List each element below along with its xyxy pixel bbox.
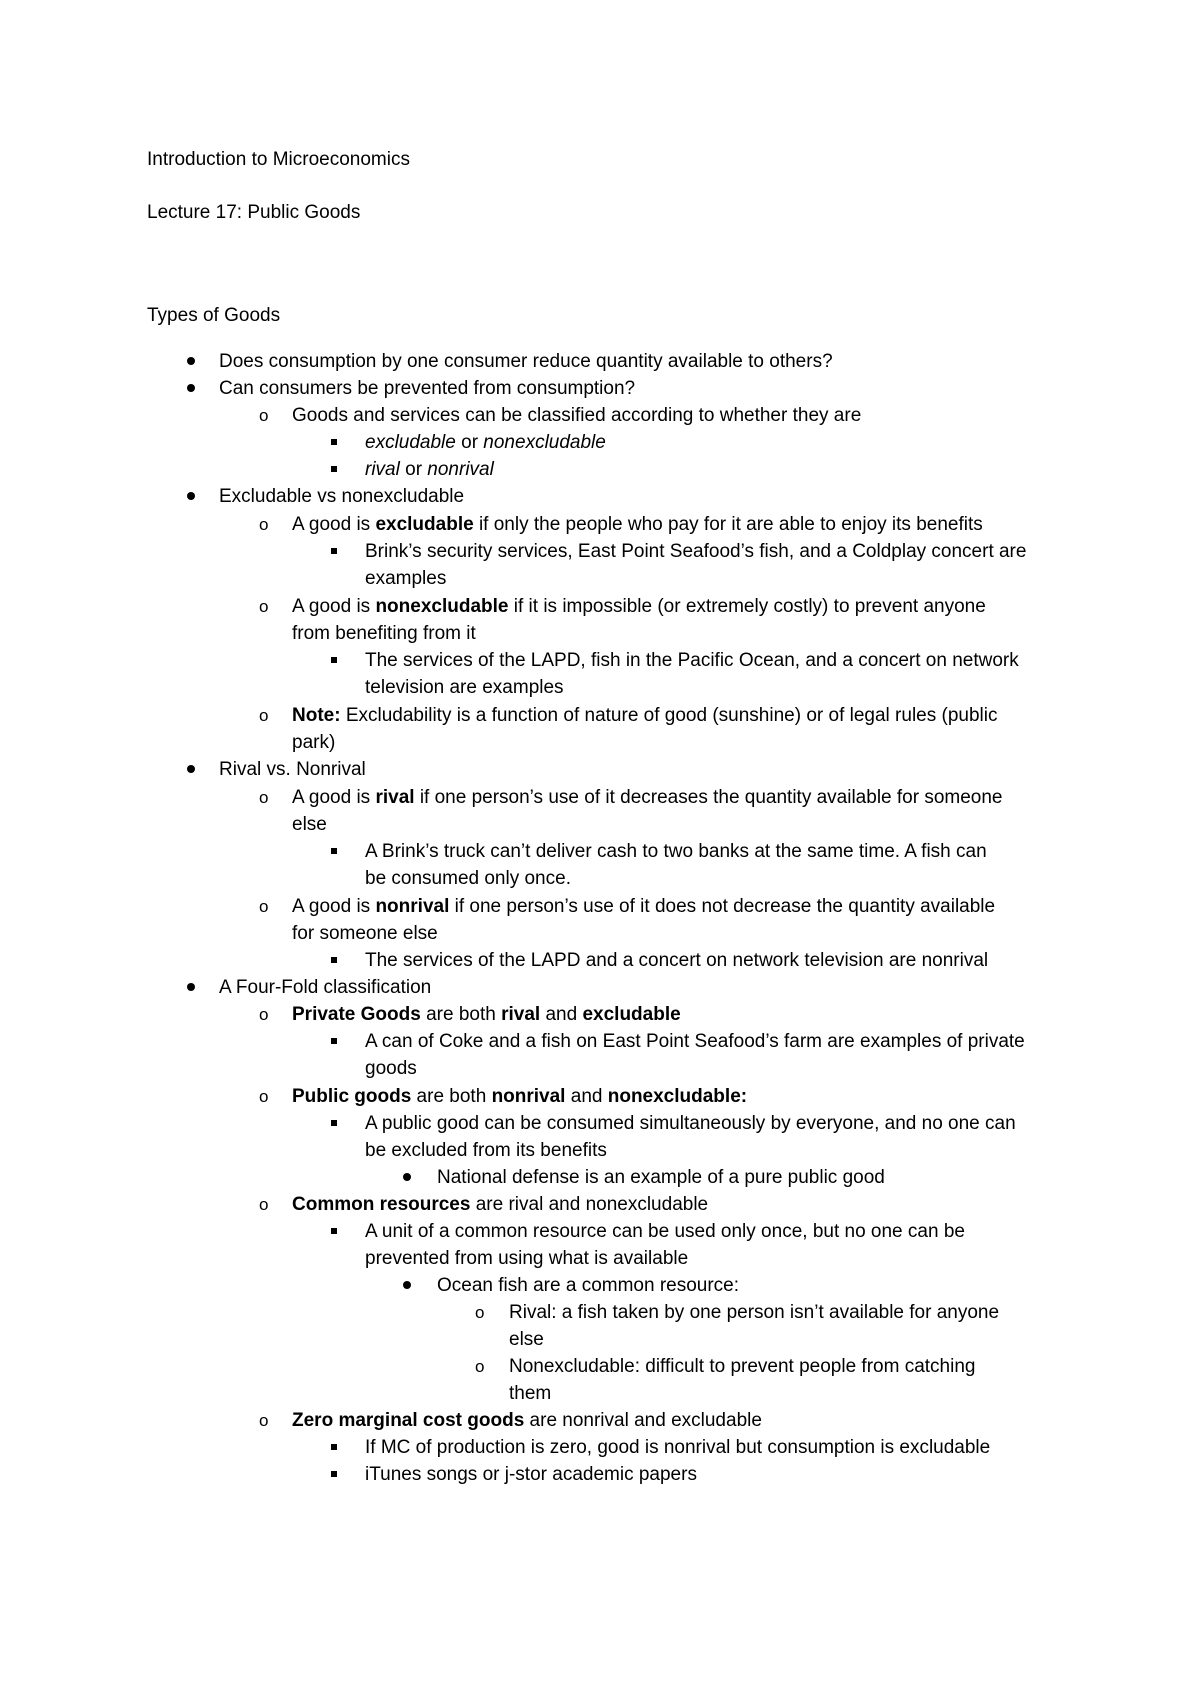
square-bullet-icon (331, 657, 337, 663)
term-excludable: excludable (365, 432, 456, 453)
list-item-continued: examples (365, 568, 447, 589)
list-item (292, 784, 1003, 811)
term-zero-mc-goods: Zero marginal cost goods (292, 1410, 525, 1431)
square-bullet-icon (331, 1120, 337, 1126)
list-item (292, 893, 995, 920)
list-item: Excludable vs nonexcludable (219, 486, 465, 507)
list-item: Nonexcludable: difficult to prevent people from catching (509, 1356, 976, 1377)
text-span: A good is (292, 514, 376, 535)
list-item-continued: goods (365, 1058, 417, 1079)
text-span: are nonrival and excludable (524, 1410, 762, 1431)
list-item-continued: for someone else (292, 923, 438, 944)
circle-bullet-icon: o (259, 897, 269, 916)
square-bullet-icon (331, 466, 337, 472)
circle-bullet-icon: o (475, 1303, 485, 1322)
square-bullet-icon (331, 1444, 337, 1450)
text-span: and (540, 1004, 583, 1025)
list-item (292, 1191, 708, 1218)
list-item: Ocean fish are a common resource: (437, 1275, 740, 1296)
term-private-goods: Private Goods (292, 1004, 421, 1025)
connector-text: or (399, 459, 428, 480)
term-nonrival: nonrival (491, 1086, 566, 1107)
term-public-goods: Public goods (292, 1086, 412, 1107)
bullet-icon (187, 765, 195, 773)
bullet-icon (187, 357, 195, 365)
list-item (365, 429, 606, 456)
square-bullet-icon (331, 1471, 337, 1477)
circle-bullet-icon: o (259, 1005, 269, 1024)
text-span: if it is impossible (or extremely costly) to prevent anyone (508, 596, 986, 617)
list-item-continued: park) (292, 732, 336, 753)
term-common-resources: Common resources (292, 1194, 471, 1215)
list-item: A unit of a common resource can be used only once, but no one can be (365, 1221, 965, 1242)
square-bullet-icon (331, 848, 337, 854)
list-item-continued: be excluded from its benefits (365, 1140, 607, 1161)
square-bullet-icon (331, 439, 337, 445)
list-item (292, 593, 986, 620)
list-item-continued: television are examples (365, 677, 564, 698)
text-span: are both (420, 1004, 502, 1025)
list-item: A can of Coke and a fish on East Point Seafood’s farm are examples of private (365, 1031, 1025, 1052)
note-label: Note: (292, 705, 341, 726)
list-item: iTunes songs or j-stor academic papers (365, 1464, 697, 1485)
text-span: Excludability is a function of nature of good (sunshine) or of legal rules (public (340, 705, 998, 726)
text-span: A good is (292, 896, 376, 917)
term-rival: rival (375, 787, 415, 808)
circle-bullet-icon: o (259, 706, 269, 725)
list-item: Goods and services can be classified according to whether they are (292, 405, 862, 426)
circle-bullet-icon: o (259, 1087, 269, 1106)
term-excludable: excludable (582, 1004, 681, 1025)
term-excludable: excludable (375, 514, 474, 535)
term-nonexcludable: nonexcludable (375, 596, 509, 617)
text-span: if only the people who pay for it are able to enjoy its benefits (473, 514, 983, 535)
circle-bullet-icon: o (259, 597, 269, 616)
circle-bullet-icon: o (475, 1357, 485, 1376)
list-item: If MC of production is zero, good is nonrival but consumption is excludable (365, 1437, 991, 1458)
list-item: The services of the LAPD, fish in the Pacific Ocean, and a concert on network (365, 650, 1019, 671)
text-span: if one person’s use of it decreases the quantity available for someone (414, 787, 1003, 808)
section-heading: Types of Goods (147, 305, 281, 326)
text-span: if one person’s use of it does not decrease the quantity available (449, 896, 996, 917)
circle-bullet-icon: o (259, 1195, 269, 1214)
list-item: The services of the LAPD and a concert on network television are nonrival (365, 950, 989, 971)
list-item-continued: them (509, 1383, 552, 1404)
list-item: Does consumption by one consumer reduce quantity available to others? (219, 351, 833, 372)
connector-text: or (455, 432, 484, 453)
square-bullet-icon (331, 957, 337, 963)
bullet-icon (187, 384, 195, 392)
bullet-icon (187, 983, 195, 991)
circle-bullet-icon: o (259, 515, 269, 534)
list-item-continued: prevented from using what is available (365, 1248, 689, 1269)
list-item-continued: be consumed only once. (365, 868, 571, 889)
text-span: A good is (292, 596, 376, 617)
term-nonexcludable: nonexcludable: (607, 1086, 748, 1107)
circle-bullet-icon: o (259, 406, 269, 425)
list-item-continued: from benefiting from it (292, 623, 476, 644)
list-item (292, 511, 983, 538)
text-span: A good is (292, 787, 376, 808)
bullet-icon (403, 1173, 411, 1181)
document-title: Introduction to Microeconomics (147, 149, 410, 170)
text-span: are both (411, 1086, 492, 1107)
list-item (292, 1407, 762, 1434)
list-item-continued: else (292, 814, 327, 835)
list-item-continued: else (509, 1329, 544, 1350)
lecture-title: Lecture 17: Public Goods (147, 202, 361, 223)
text-span: and (565, 1086, 608, 1107)
term-nonexcludable: nonexcludable (483, 432, 606, 453)
term-nonrival: nonrival (375, 896, 450, 917)
list-item: Rival vs. Nonrival (219, 759, 366, 780)
square-bullet-icon (331, 1038, 337, 1044)
list-item (292, 1001, 681, 1028)
bullet-icon (187, 492, 195, 500)
square-bullet-icon (331, 1228, 337, 1234)
list-item: A Brink’s truck can’t deliver cash to two banks at the same time. A fish can (365, 841, 987, 862)
list-item: National defense is an example of a pure public good (437, 1167, 885, 1188)
list-item: Can consumers be prevented from consumption? (219, 378, 636, 399)
list-item: Brink’s security services, East Point Seafood’s fish, and a Coldplay concert are (365, 541, 1027, 562)
square-bullet-icon (331, 548, 337, 554)
term-rival: rival (501, 1004, 541, 1025)
bullet-icon (403, 1281, 411, 1289)
list-item: A public good can be consumed simultaneously by everyone, and no one can (365, 1113, 1016, 1134)
list-item (365, 456, 494, 483)
list-item (292, 1083, 747, 1110)
list-item (292, 702, 997, 729)
list-item: A Four-Fold classification (219, 977, 432, 998)
circle-bullet-icon: o (259, 788, 269, 807)
circle-bullet-icon: o (259, 1411, 269, 1430)
term-rival: rival (365, 459, 400, 480)
list-item: Rival: a fish taken by one person isn’t available for anyone (509, 1302, 1000, 1323)
text-span: are rival and nonexcludable (470, 1194, 709, 1215)
term-nonrival: nonrival (427, 459, 494, 480)
